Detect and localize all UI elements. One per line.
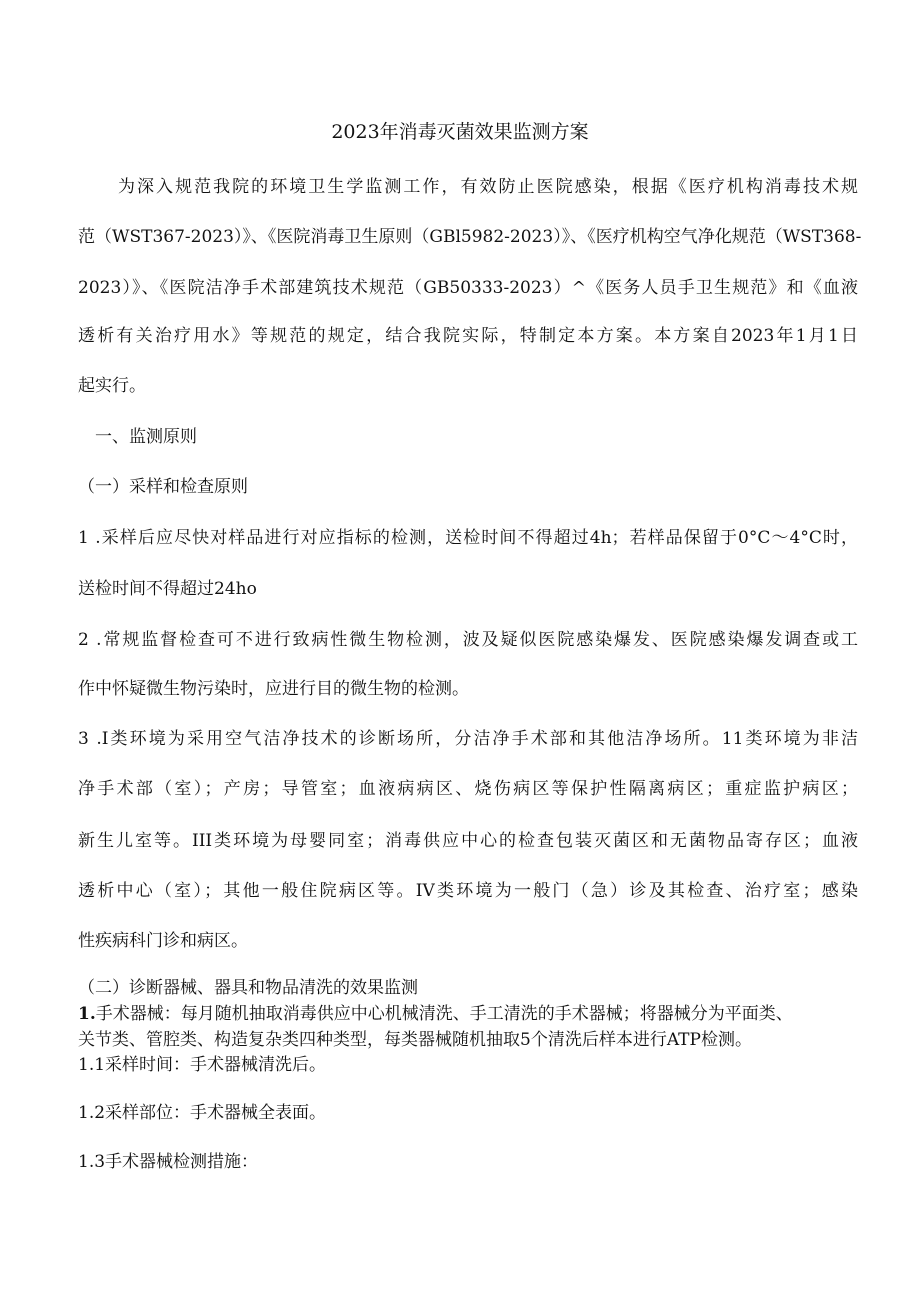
para-b1-line-2: 关节类、管腔类、构造复杂类四种类型，每类器械随机抽取5个清洗后样本进行ATP检测。 bbox=[78, 1030, 752, 1050]
line-1-3: 1.3手术器械检测措施： bbox=[78, 1152, 259, 1172]
line-1-2: 1.2采样部位：手术器械全表面。 bbox=[78, 1103, 327, 1123]
item-1-line-2: 送检时间不得超过24ho bbox=[78, 579, 257, 599]
intro-line-5: 起实行。 bbox=[78, 376, 146, 396]
item-3-line-1: 3 .I类环境为采用空气洁净技术的诊断场所，分洁净手术部和其他洁净场所。11类环境为非洁 bbox=[78, 729, 858, 749]
subsection-heading-2: （二）诊断器械、器具和物品清洗的效果监测 bbox=[78, 978, 418, 998]
item-2-line-1: 2 .常规监督检查可不进行致病性微生物检测，波及疑似医院感染爆发、医院感染爆发调查或工 bbox=[78, 630, 858, 650]
section-heading-1: 一、监测原则 bbox=[95, 427, 197, 447]
item-3-line-5: 性疾病科门诊和病区。 bbox=[78, 931, 248, 951]
para-b1-line-1 bbox=[78, 1002, 858, 1026]
para-b1-text-1: 手术器械：每月随机抽取消毒供应中心机械清洗、手工清洗的手术器械；将器械分为平面类、 bbox=[95, 1004, 793, 1024]
item-3-line-2: 净手术部（室）；产房；导管室；血液病病区、烧伤病区等保护性隔离病区；重症监护病区； bbox=[78, 779, 858, 799]
document-title: 2023年消毒灭菌效果监测方案 bbox=[331, 121, 589, 143]
item-3-line-3: 新生儿室等。III类环境为母婴同室；消毒供应中心的检查包装灭菌区和无菌物品寄存区；血液 bbox=[78, 831, 858, 851]
intro-line-1: 为深入规范我院的环境卫生学监测工作，有效防止医院感染，根据《医疗机构消毒技术规 bbox=[118, 177, 858, 197]
para-b1-number: 1. bbox=[78, 1004, 96, 1024]
subsection-heading-1: （一）采样和检查原则 bbox=[78, 477, 248, 497]
intro-line-3: 2023）》、《医院洁净手术部建筑技术规范（GB50333-2023）^《医务人员手卫生规范》和《血液 bbox=[78, 278, 858, 298]
intro-line-4: 透析有关治疗用水》等规范的规定，结合我院实际，特制定本方案。本方案自2023年1月1日 bbox=[78, 326, 858, 346]
line-1-1: 1.1采样时间：手术器械清洗后。 bbox=[78, 1055, 327, 1075]
item-1-line-1: 1 .采样后应尽快对样品进行对应指标的检测，送检时间不得超过4h；若样品保留于0°C～4°C时， bbox=[78, 528, 858, 548]
item-2-line-2: 作中怀疑微生物污染时，应进行目的微生物的检测。 bbox=[78, 679, 469, 699]
item-3-line-4: 透析中心（室）；其他一般住院病区等。IV类环境为一般门（急）诊及其检查、治疗室；感染 bbox=[78, 881, 858, 901]
intro-line-2: 范（WST367-2023）》、《医院消毒卫生原则（GBl5982-2023）》、《医疗机构空气净化规范（WST368- bbox=[78, 227, 862, 247]
